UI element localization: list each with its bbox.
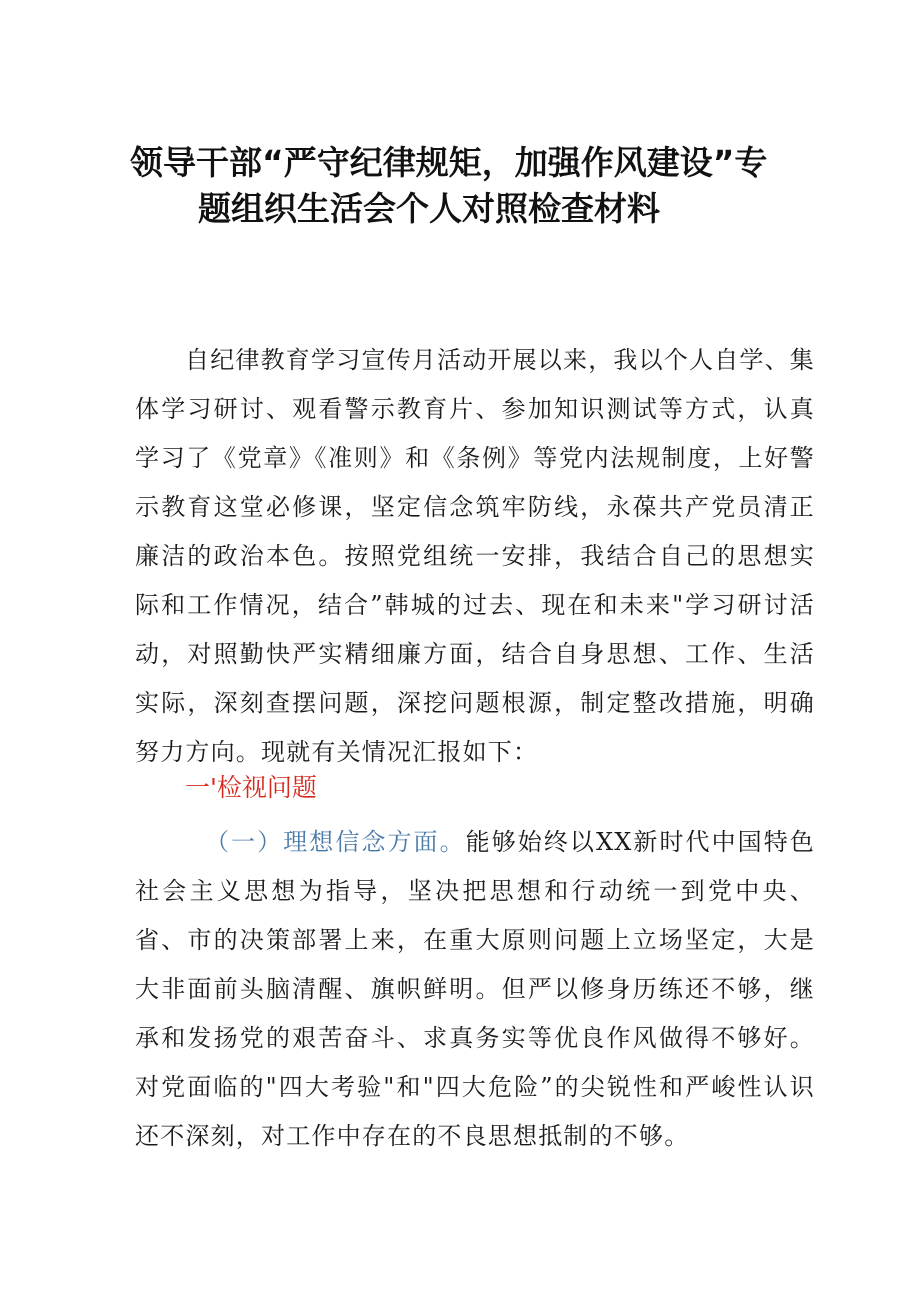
intro-paragraph: 自纪律教育学习宣传月活动开展以来，我以个人自学、集体学习研讨、观看警示教育片、参加知识测试等方式，认真学习了《党章》《准则》和《条例》等党内法规制度，上好警示教育这堂必修课，坚定信念筑牢防线，永葆共产党员清正廉洁的政治本色。按照党组统一安排，我结合自己的思想实际和工作情况，结合”韩城的过去、现在和未来"学习研讨活动，对照勤快严实精细廉方面，结合自身思想、工作、生活实际，深刻查摆问题，深挖问题根源，制定整改措施，明确努力方向。现就有关情况汇报如下：	[135, 346, 815, 766]
document-title	[130, 140, 810, 232]
subsection-paragraph-1	[135, 818, 815, 1161]
subsection-heading-1: （一）理想信念方面。	[205, 828, 466, 856]
subsection-text-1: 能够始终以XX新时代中国特色社会主义思想为指导，坚决把思想和行动统一到党中央、省、市的决策部署上来，在重大原则问题上立场坚定，大是大非面前头脑清醒、旗帜鲜明。但严以修身历练还不够，继承和发扬党的艰苦奋斗、求真务实等优良作风做得不够好。对党面临的"四大考验"和"四大危险”的尖锐性和严峻性认识还不深刻，对工作中存在的不良思想抵制的不够。	[135, 828, 815, 1150]
title-line-2: 题组织生活会个人对照检查材料	[198, 189, 660, 228]
section-heading-1: 一'检视问题	[185, 773, 317, 802]
title-line-1: 领导干部“严守纪律规矩，加强作风建设”专	[130, 143, 768, 182]
